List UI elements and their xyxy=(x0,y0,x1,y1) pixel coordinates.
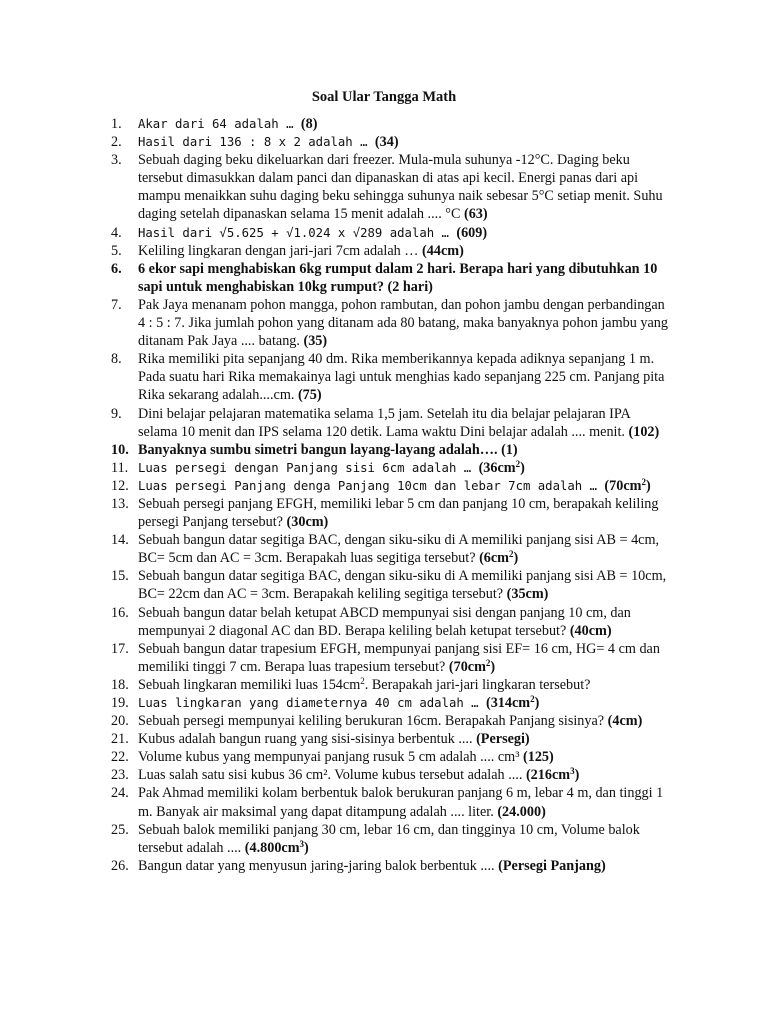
answer-text: (Persegi Panjang) xyxy=(498,857,606,874)
answer-text: (6cm xyxy=(479,550,509,567)
question-number: 15. xyxy=(111,568,129,585)
question-segment: Sebuah balok memiliki panjang 30 cm, lebar 16 cm, dan tingginya 10 cm, Volume balok tersebut adalah .... xyxy=(138,821,640,856)
question-text xyxy=(138,640,671,676)
answer-text: ) xyxy=(645,477,651,494)
question-text xyxy=(138,459,671,477)
question-item xyxy=(111,857,671,875)
question-item xyxy=(111,260,671,296)
question-segment: Akar dari 64 adalah … xyxy=(138,117,301,131)
question-segment: Sebuah bangun datar trapesium EFGH, mempunyai panjang sisi EF= 16 cm, HG= 4 cm dan memiliki tinggi 7 cm. Berapa luas trapesium tersebut? xyxy=(138,640,660,675)
answer-text: (8) xyxy=(300,116,318,132)
question-number: 7. xyxy=(111,296,122,313)
answer-text: (102) xyxy=(628,423,660,440)
answer-text: (40cm) xyxy=(569,622,612,639)
question-text xyxy=(138,350,671,404)
answer-text: ) xyxy=(490,658,496,675)
question-number: 10. xyxy=(111,441,129,458)
question-text xyxy=(138,151,671,223)
question-number: 20. xyxy=(111,713,129,730)
question-segment: Sebuah persegi panjang EFGH, memiliki lebar 5 cm dan panjang 10 cm, berapakah keliling persegi Panjang tersebut? xyxy=(138,495,659,531)
question-text xyxy=(138,766,671,784)
question-number: 4. xyxy=(111,224,122,241)
question-text xyxy=(138,748,671,766)
question-segment: Luas persegi dengan Panjang sisi 6cm adalah … xyxy=(138,460,479,475)
question-number: 6. xyxy=(111,260,122,277)
question-item xyxy=(111,151,671,223)
question-number: 5. xyxy=(111,242,122,259)
question-text xyxy=(138,115,671,133)
question-text xyxy=(138,296,671,350)
question-item xyxy=(111,712,671,730)
answer-text: (4cm) xyxy=(607,713,643,730)
question-number: 13. xyxy=(111,495,129,512)
answer-text: 2 xyxy=(485,657,491,668)
answer-text: ) xyxy=(534,695,540,711)
answer-text: (63) xyxy=(463,206,488,223)
question-item xyxy=(111,567,671,603)
question-item xyxy=(111,477,671,495)
question-number: 11. xyxy=(111,459,129,476)
question-number: 17. xyxy=(111,640,129,657)
question-text xyxy=(138,495,671,531)
question-number: 22. xyxy=(111,749,129,766)
question-number: 19. xyxy=(111,695,129,711)
answer-text: (216cm xyxy=(525,767,571,784)
question-number: 9. xyxy=(111,405,122,422)
answer-text: (314cm xyxy=(485,695,531,711)
question-text xyxy=(138,857,671,875)
question-segment: Sebuah bangun datar segitiga BAC, dengan siku-siku di A memiliki panjang sisi AB = 10cm, BC= 22cm dan AC = 3cm. Berapakah keliling segitiga tersebut? xyxy=(138,568,667,603)
answer-text: ) xyxy=(574,767,580,784)
question-text xyxy=(138,133,671,151)
question-segment: 2 xyxy=(360,675,365,686)
question-item xyxy=(111,604,671,640)
answer-text: ) xyxy=(513,550,519,567)
question-item xyxy=(111,748,671,766)
answer-text: 2 xyxy=(641,476,646,487)
question-segment: Sebuah bangun datar segitiga BAC, dengan siku-siku di A memiliki panjang sisi AB = 4cm, BC= 5cm dan AC = 3cm. Berapakah luas segitiga tersebut? xyxy=(138,532,660,567)
question-item xyxy=(111,676,671,694)
question-item xyxy=(111,531,671,567)
question-segment: 6 ekor sapi menghabiskan 6kg rumput dalam 2 hari. Berapa hari yang dibutuhkan 10 sapi untuk menghabiskan 10kg rumput? (2 hari) xyxy=(138,260,658,295)
question-number: 8. xyxy=(111,351,122,368)
question-text xyxy=(138,567,671,603)
question-segment: Hasil dari 136 : 8 x 2 adalah … xyxy=(138,135,375,150)
question-segment: Sebuah daging beku dikeluarkan dari freezer. Mula-mula suhunya -12°C. Daging beku tersebut dimasukkan dalam panci dan dipanaskan di atas api kecil. Energi panas dari api mampu menaikkan suhu daging beku sehingga suhunya naik sebesar 5°C setiap menit. Suhu daging setelah dipanaskan selama 15 menit adalah .... °C xyxy=(138,152,663,223)
question-item xyxy=(111,224,671,242)
question-number: 16. xyxy=(111,604,129,621)
answer-text: (30cm) xyxy=(286,514,329,531)
question-segment: Luas salah satu sisi kubus 36 cm². Volume kubus tersebut adalah .... xyxy=(138,767,526,784)
question-number: 3. xyxy=(111,152,122,169)
question-segment: Banyaknya sumbu simetri bangun layang-layang adalah…. (1) xyxy=(138,441,518,458)
question-segment: Kubus adalah bangun ruang yang sisi-sisinya berbentuk .... xyxy=(138,731,477,748)
question-text xyxy=(138,730,671,748)
question-item xyxy=(111,694,671,712)
answer-text: (4.800cm xyxy=(244,839,300,856)
answer-text: (70cm xyxy=(604,477,642,494)
question-item xyxy=(111,296,671,350)
question-segment: Sebuah bangun datar belah ketupat ABCD mempunyai sisi dengan panjang 10 cm, dan mempunyai 2 diagonal AC dan BD. Berapa keliling belah ketupat tersebut? xyxy=(138,604,631,639)
question-segment: Luas lingkaran yang diameternya 40 cm adalah … xyxy=(138,696,486,710)
question-number: 24. xyxy=(111,785,129,802)
answer-text: ) xyxy=(304,839,309,856)
question-item xyxy=(111,405,671,441)
question-item xyxy=(111,242,671,260)
question-number: 21. xyxy=(111,731,129,748)
question-segment: Sebuah lingkaran memiliki luas 154cm xyxy=(138,676,361,693)
question-item xyxy=(111,115,671,133)
question-text xyxy=(138,531,671,567)
answer-text: (44cm) xyxy=(422,242,464,259)
question-segment: Rika memiliki pita sepanjang 40 dm. Rika memberikannya kepada adiknya sepanjang 1 m. Pada suatu hari Rika memakainya lagi untuk menghias kado sepanjang 225 cm. Panjang pita Rika sekarang adalah....cm. xyxy=(138,351,665,404)
answer-text: (36cm xyxy=(478,459,516,476)
question-text xyxy=(138,242,671,260)
question-item xyxy=(111,441,671,459)
question-segment: Pak Jaya menanam pohon mangga, pohon rambutan, dan pohon jambu dengan perbandingan 4 : 5 : 7. Jika jumlah pohon yang ditanam ada 80 batang, maka banyaknya pohon jambu yang ditanam Pak Jaya .... batang. xyxy=(138,296,668,350)
answer-text: 2 xyxy=(515,458,521,469)
answer-text: (35cm) xyxy=(506,586,549,603)
question-text xyxy=(138,604,671,640)
question-text xyxy=(138,477,671,495)
question-item xyxy=(111,495,671,531)
question-text xyxy=(138,224,671,242)
question-segment: Bangun datar yang menyusun jaring-jaring balok berbentuk .... xyxy=(138,857,499,874)
question-number: 1. xyxy=(111,116,122,132)
question-segment: Volume kubus yang mempunyai panjang rusuk 5 cm adalah .... cm³ xyxy=(138,749,524,766)
question-segment: Dini belajar pelajaran matematika selama 1,5 jam. Setelah itu dia belajar pelajaran IPA selama 10 menit dan IPS selama 120 detik. Lama waktu Dini belajar adalah .... menit. xyxy=(138,405,630,440)
question-number: 25. xyxy=(111,821,129,838)
question-item xyxy=(111,640,671,676)
question-number: 12. xyxy=(111,477,129,494)
answer-text: (125) xyxy=(523,749,554,766)
question-segment: Hasil dari √5.625 + √1.024 x √289 adalah … xyxy=(138,225,457,240)
question-text xyxy=(138,821,671,857)
question-segment: . Berapakah jari-jari lingkaran tersebut? xyxy=(364,676,591,693)
answer-text: 2 xyxy=(530,694,535,704)
answer-text: (Persegi) xyxy=(476,731,530,748)
question-text xyxy=(138,712,671,730)
answer-text: (70cm xyxy=(448,658,486,675)
question-item xyxy=(111,133,671,151)
answer-text: (609) xyxy=(456,224,488,241)
question-text xyxy=(138,405,671,441)
answer-text: ) xyxy=(520,459,525,476)
question-segment: Keliling lingkaran dengan jari-jari 7cm adalah … xyxy=(138,242,423,259)
question-segment: Luas persegi Panjang denga Panjang 10cm dan lebar 7cm adalah … xyxy=(138,478,605,493)
question-text xyxy=(138,676,671,694)
question-item xyxy=(111,350,671,404)
question-number: 26. xyxy=(111,857,129,874)
question-number: 23. xyxy=(111,767,129,784)
question-number: 14. xyxy=(111,532,129,549)
question-segment: Sebuah persegi mempunyai keliling berukuran 16cm. Berapakah Panjang sisinya? xyxy=(138,713,608,730)
answer-text: (35) xyxy=(303,333,328,350)
question-item xyxy=(111,766,671,784)
question-item xyxy=(111,730,671,748)
answer-text: 2 xyxy=(509,549,514,560)
question-text xyxy=(138,260,671,296)
question-item xyxy=(111,784,671,820)
question-text xyxy=(138,441,671,459)
question-text xyxy=(138,784,671,820)
question-number: 18. xyxy=(111,676,129,693)
question-list xyxy=(111,115,671,875)
answer-text: 3 xyxy=(299,838,305,849)
answer-text: 3 xyxy=(570,766,575,777)
question-text xyxy=(138,694,671,712)
question-item xyxy=(111,459,671,477)
question-item xyxy=(111,821,671,857)
question-number: 2. xyxy=(111,134,122,151)
answer-text: (34) xyxy=(374,134,399,151)
answer-text: (75) xyxy=(297,387,322,404)
answer-text: (24.000) xyxy=(497,803,546,820)
page-title: Soal Ular Tangga Math xyxy=(311,89,457,105)
question-segment: Pak Ahmad memiliki kolam berbentuk balok berukuran panjang 6 m, lebar 4 m, dan tinggi 1 m. Banyak air maksimal yang dapat ditampung adalah .... liter. xyxy=(138,785,664,820)
